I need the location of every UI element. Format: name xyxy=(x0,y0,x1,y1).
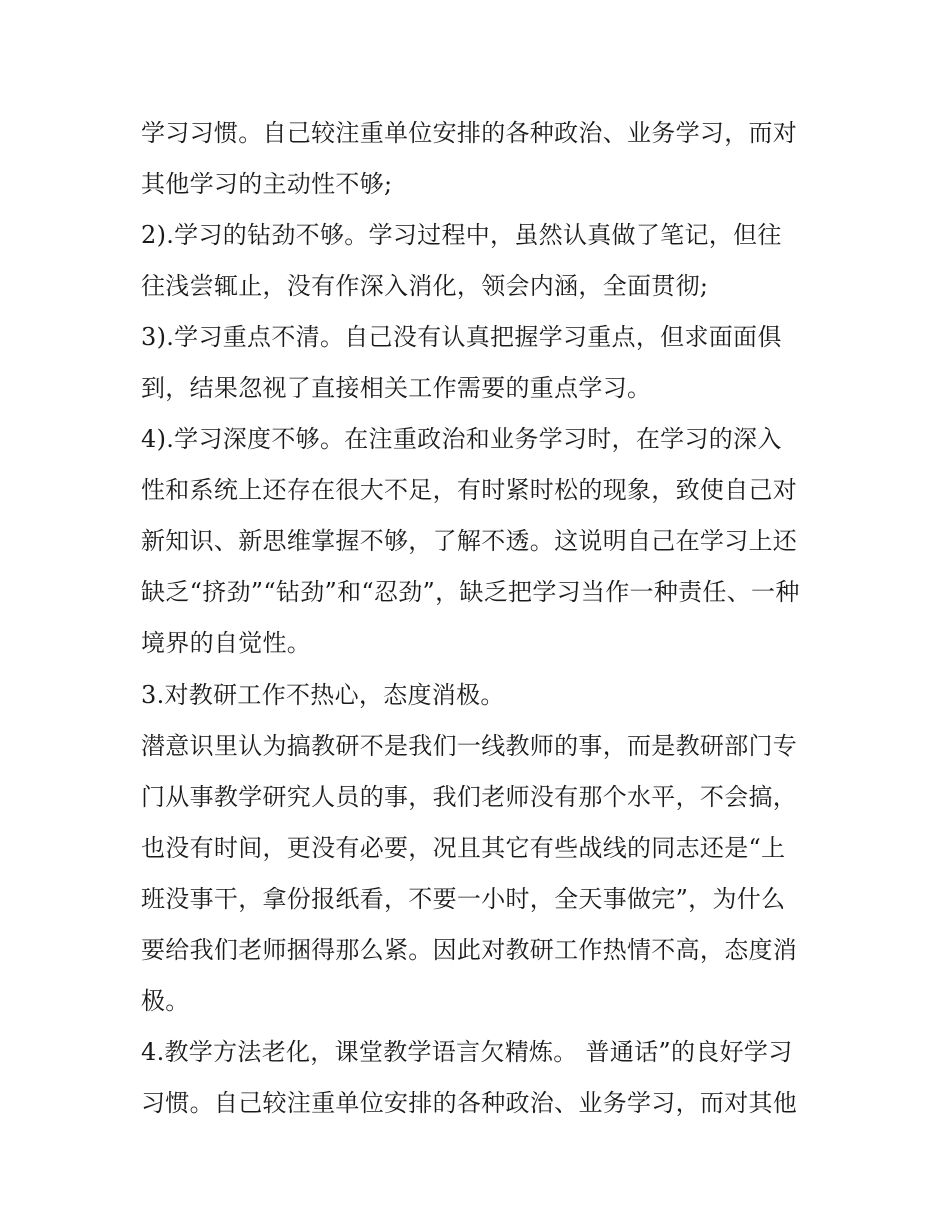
text-line: 潜意识里认为搞教研不是我们一线教师的事，而是教研部门专 xyxy=(141,731,798,760)
section-heading: 3.对教研工作不热心，态度消极。 xyxy=(141,680,505,709)
text-line: 门从事教学研究人员的事，我们老师没有那个水平，不会搞， xyxy=(141,782,798,811)
text-line: 性和系统上还存在很大不足，有时紧时松的现象，致使自己对 xyxy=(141,476,798,505)
text-line: 4).学习深度不够。在注重政治和业务学习时，在学习的深入 xyxy=(141,425,782,454)
section-heading: 4.教学方法老化，课堂教学语言欠精炼。 普通话”的良好学习 xyxy=(141,1037,793,1066)
text-line: 其他学习的主动性不够; xyxy=(141,170,393,199)
text-line: 往浅尝辄止，没有作深入消化，领会内涵，全面贯彻; xyxy=(141,272,709,301)
text-line: 3).学习重点不清。自己没有认真把握学习重点，但求面面俱 xyxy=(141,323,782,352)
text-line: 2).学习的钻劲不够。学习过程中，虽然认真做了笔记，但往 xyxy=(141,221,782,250)
text-line: 习惯。自己较注重单位安排的各种政治、业务学习，而对其他 xyxy=(141,1088,798,1117)
text-line: 新知识、新思维掌握不够，了解不透。这说明自己在学习上还 xyxy=(141,527,798,556)
text-line: 缺乏“挤劲”“钻劲”和“忍劲”，缺乏把学习当作一种责任、一种 xyxy=(141,578,800,607)
text-line: 极。 xyxy=(141,986,190,1015)
text-line: 境界的自觉性。 xyxy=(141,629,312,658)
text-line: 也没有时间，更没有必要，况且其它有些战线的同志还是“上 xyxy=(141,833,786,862)
text-line: 要给我们老师捆得那么紧。因此对教研工作热情不高，态度消 xyxy=(141,935,798,964)
text-line: 到，结果忽视了直接相关工作需要的重点学习。 xyxy=(141,374,652,403)
document-body xyxy=(141,108,821,1129)
text-line: 学习习惯。自己较注重单位安排的各种政治、业务学习，而对 xyxy=(141,119,798,147)
text-line: 班没事干，拿份报纸看，不要一小时，全天事做完”，为什么 xyxy=(141,884,786,913)
